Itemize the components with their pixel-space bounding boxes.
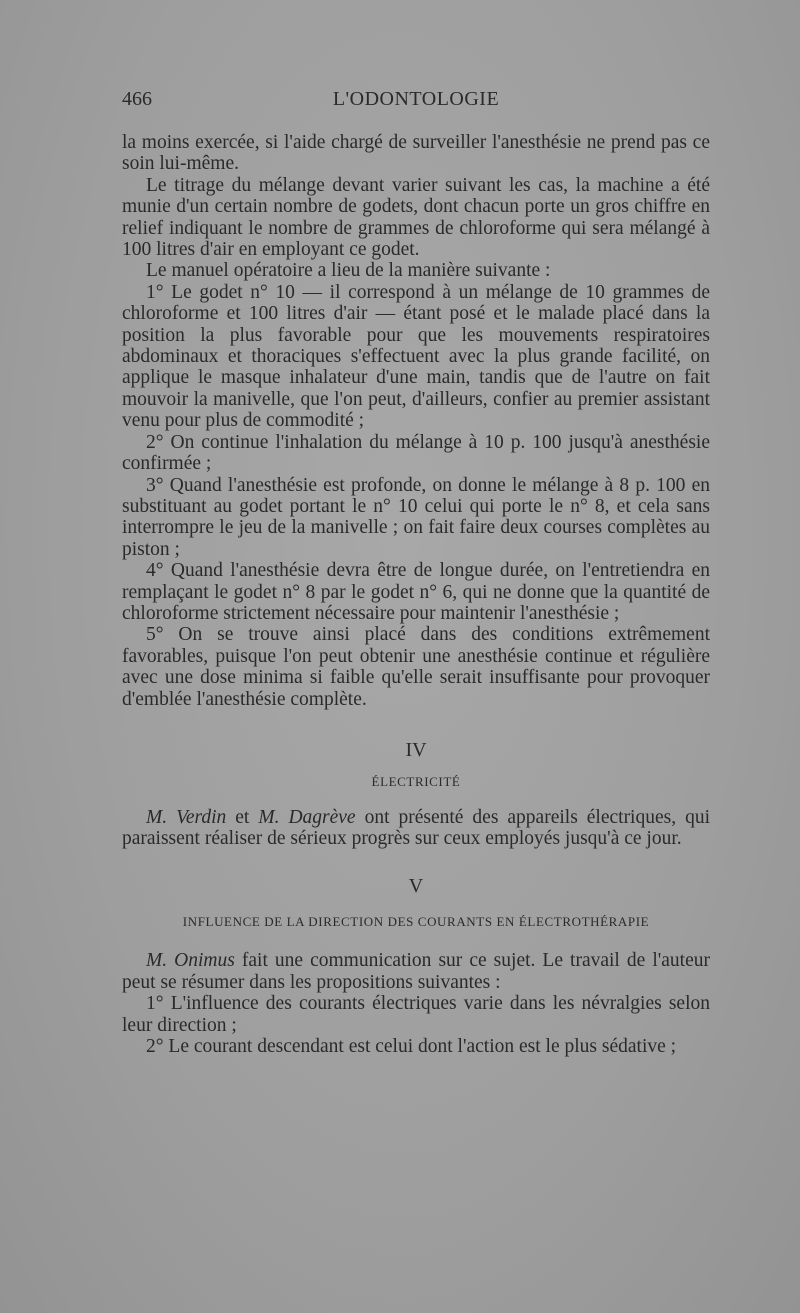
author-onimus: M. Onimus <box>146 950 235 972</box>
step-3: 3° Quand l'anesthésie est profonde, on donne le mélange à 8 p. 100 en substituant au godet portant le n° 10 celui qui porte le n° 8, et cela sans interrompre le jeu de la manivelle ; on fait faire deux courses complètes au piston ; <box>122 474 710 560</box>
paragraph-electricite-text: ont présenté des appareils électriques, qui paraissent réaliser de sérieux progrès sur ceux employés jusqu'à ce jour. <box>122 806 710 850</box>
section-4-title: ÉLECTRICITÉ <box>371 774 461 790</box>
section-5-number: V <box>408 874 424 897</box>
paragraph-titrage: Le titrage du mélange devant varier suivant les cas, la machine a été munie d'un certain nombre de godets, dont chacun porte un gros chiffre en relief indiquant le nombre de grammes de chloroforme qui sera mélangé à 100 litres d'air en employant ce godet. <box>122 174 710 261</box>
section-4-body <box>122 807 710 850</box>
proposition-2: 2° Le courant descendant est celui dont l'action est le plus sédative ; <box>146 1036 677 1058</box>
running-title: L'ODONTOLOGIE <box>332 88 500 110</box>
author-dagreve: M. Dagrève <box>258 806 356 828</box>
anesthesia-section <box>122 132 710 710</box>
paragraph-onimus-text: fait une communication sur ce sujet. Le travail de l'auteur peut se résumer dans les propositions suivantes : <box>122 950 710 993</box>
page-number: 466 <box>122 88 152 110</box>
page-header <box>122 88 710 116</box>
section-5-body <box>122 950 710 1057</box>
connector-et: et <box>226 806 259 828</box>
paragraph-manuel: Le manuel opératoire a lieu de la manière suivante : <box>146 260 551 282</box>
author-verdin: M. Verdin <box>146 806 227 828</box>
step-4: 4° Quand l'anesthésie devra être de longue durée, on l'entretiendra en remplaçant le godet n° 8 par le godet n° 6, qui ne donne que la quantité de chloroforme strictement nécessaire pour maintenir l'anesthésie ; <box>122 560 710 624</box>
proposition-1: 1° L'influence des courants électriques varie dans les névralgies selon leur direction ; <box>122 993 710 1036</box>
step-5: 5° On se trouve ainsi placé dans des conditions extrêmement favorables, puisque l'on peut obtenir une anesthésie continue et régulière avec une dose minima si faible qu'elle serait insuffisante pour provoquer d'emblée l'anesthésie complète. <box>122 624 710 710</box>
step-1: 1° Le godet n° 10 — il correspond à un mélange de 10 grammes de chloroforme et 100 litres d'air — étant posé et le malade placé dans la position la plus favorable pour que les mouvements respiratoires abdominaux et thoraciques s'effectuent avec la plus grande facilité, on applique le masque inhalateur d'une main, tandis que de l'autre on fait mouvoir la manivelle, que l'on peut, d'ailleurs, confier au premier assistant venu pour plus de commodité ; <box>122 281 710 432</box>
section-4-number: IV <box>405 738 427 761</box>
paragraph-onimus <box>122 950 710 993</box>
step-2: 2° On continue l'inhalation du mélange à 10 p. 100 jusqu'à anesthésie confirmée ; <box>122 431 710 475</box>
paragraph-electricite <box>122 807 710 850</box>
page-body <box>122 132 710 1057</box>
section-5-title: INFLUENCE DE LA DIRECTION DES COURANTS EN ÉLECTROTHÉRAPIE <box>182 914 650 929</box>
paragraph-continuation: la moins exercée, si l'aide chargé de surveiller l'anesthésie ne prend pas ce soin lui-même. <box>122 132 710 175</box>
